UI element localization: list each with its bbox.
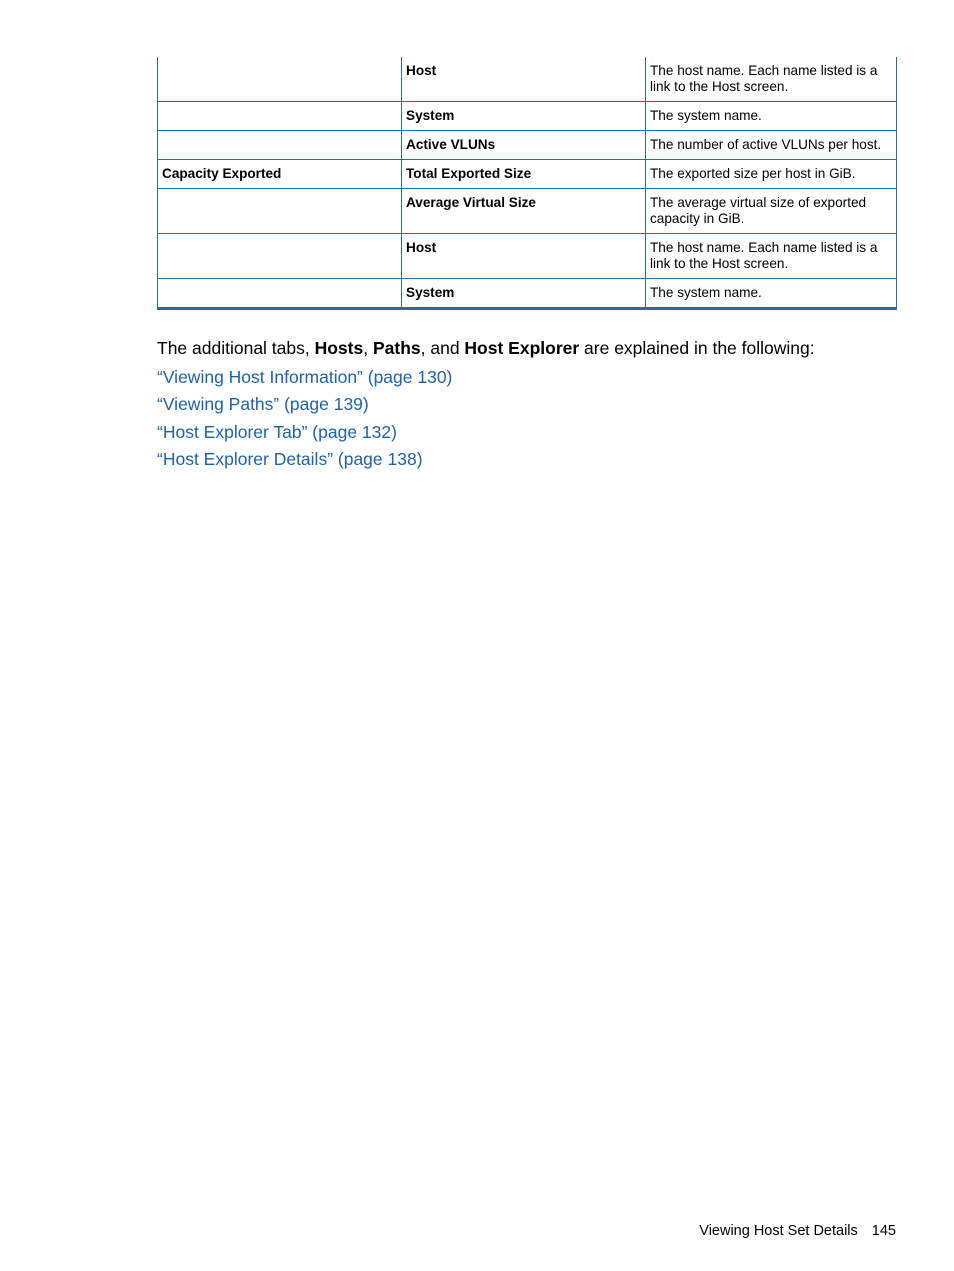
table-cell-description: The average virtual size of exported capacity in GiB. — [646, 189, 897, 234]
table-cell-category — [158, 102, 402, 131]
intro-paragraph — [157, 337, 815, 359]
table-cell-field: Host — [402, 57, 646, 102]
page-footer — [699, 1222, 896, 1240]
link-viewing-paths[interactable]: “Viewing Paths” (page 139) — [157, 394, 369, 415]
table-cell-category: Capacity Exported — [158, 160, 402, 189]
table-cell-field: Active VLUNs — [402, 131, 646, 160]
table-cell-category — [158, 189, 402, 234]
table-row — [158, 102, 897, 131]
paragraph-text: are explained in the following: — [579, 338, 815, 358]
link-host-explorer-details[interactable]: “Host Explorer Details” (page 138) — [157, 448, 423, 469]
table-cell-field: Average Virtual Size — [402, 189, 646, 234]
definitions-table — [157, 57, 897, 310]
table-cell-field: System — [402, 102, 646, 131]
table-cell-category — [158, 279, 402, 309]
table-row — [158, 234, 897, 279]
table-cell-description: The system name. — [646, 279, 897, 309]
paths-tab-term: Paths — [372, 338, 421, 358]
table-row — [158, 279, 897, 309]
hosts-tab-term: Hosts — [314, 338, 364, 358]
table-cell-description: The host name. Each name listed is a link to the Host screen. — [646, 234, 897, 279]
paragraph-text: , and — [420, 338, 465, 358]
paragraph-text: , — [363, 338, 373, 358]
table-row — [158, 189, 897, 234]
cross-reference-links — [157, 364, 452, 473]
host-explorer-tab-term: Host Explorer — [464, 338, 580, 358]
table-cell-field: Host — [402, 234, 646, 279]
table-cell-description: The host name. Each name listed is a link to the Host screen. — [646, 57, 897, 102]
table-row — [158, 131, 897, 160]
table-cell-description: The number of active VLUNs per host. — [646, 131, 897, 160]
table-cell-description: The system name. — [646, 102, 897, 131]
table-row — [158, 160, 897, 189]
link-viewing-host-information[interactable]: “Viewing Host Information” (page 130) — [157, 367, 453, 387]
table-cell-field: Total Exported Size — [402, 160, 646, 189]
table-cell-category — [158, 57, 402, 102]
table-cell-category — [158, 131, 402, 160]
table-row — [158, 57, 897, 102]
footer-section-title: Viewing Host Set Details — [699, 1223, 858, 1239]
table-cell-description: The exported size per host in GiB. — [646, 160, 897, 189]
page-number: 145 — [871, 1223, 896, 1239]
table-cell-field: System — [402, 279, 646, 309]
paragraph-text: The additional tabs, — [157, 338, 315, 358]
link-host-explorer-tab[interactable]: “Host Explorer Tab” (page 132) — [157, 421, 397, 442]
table-cell-category — [158, 234, 402, 279]
